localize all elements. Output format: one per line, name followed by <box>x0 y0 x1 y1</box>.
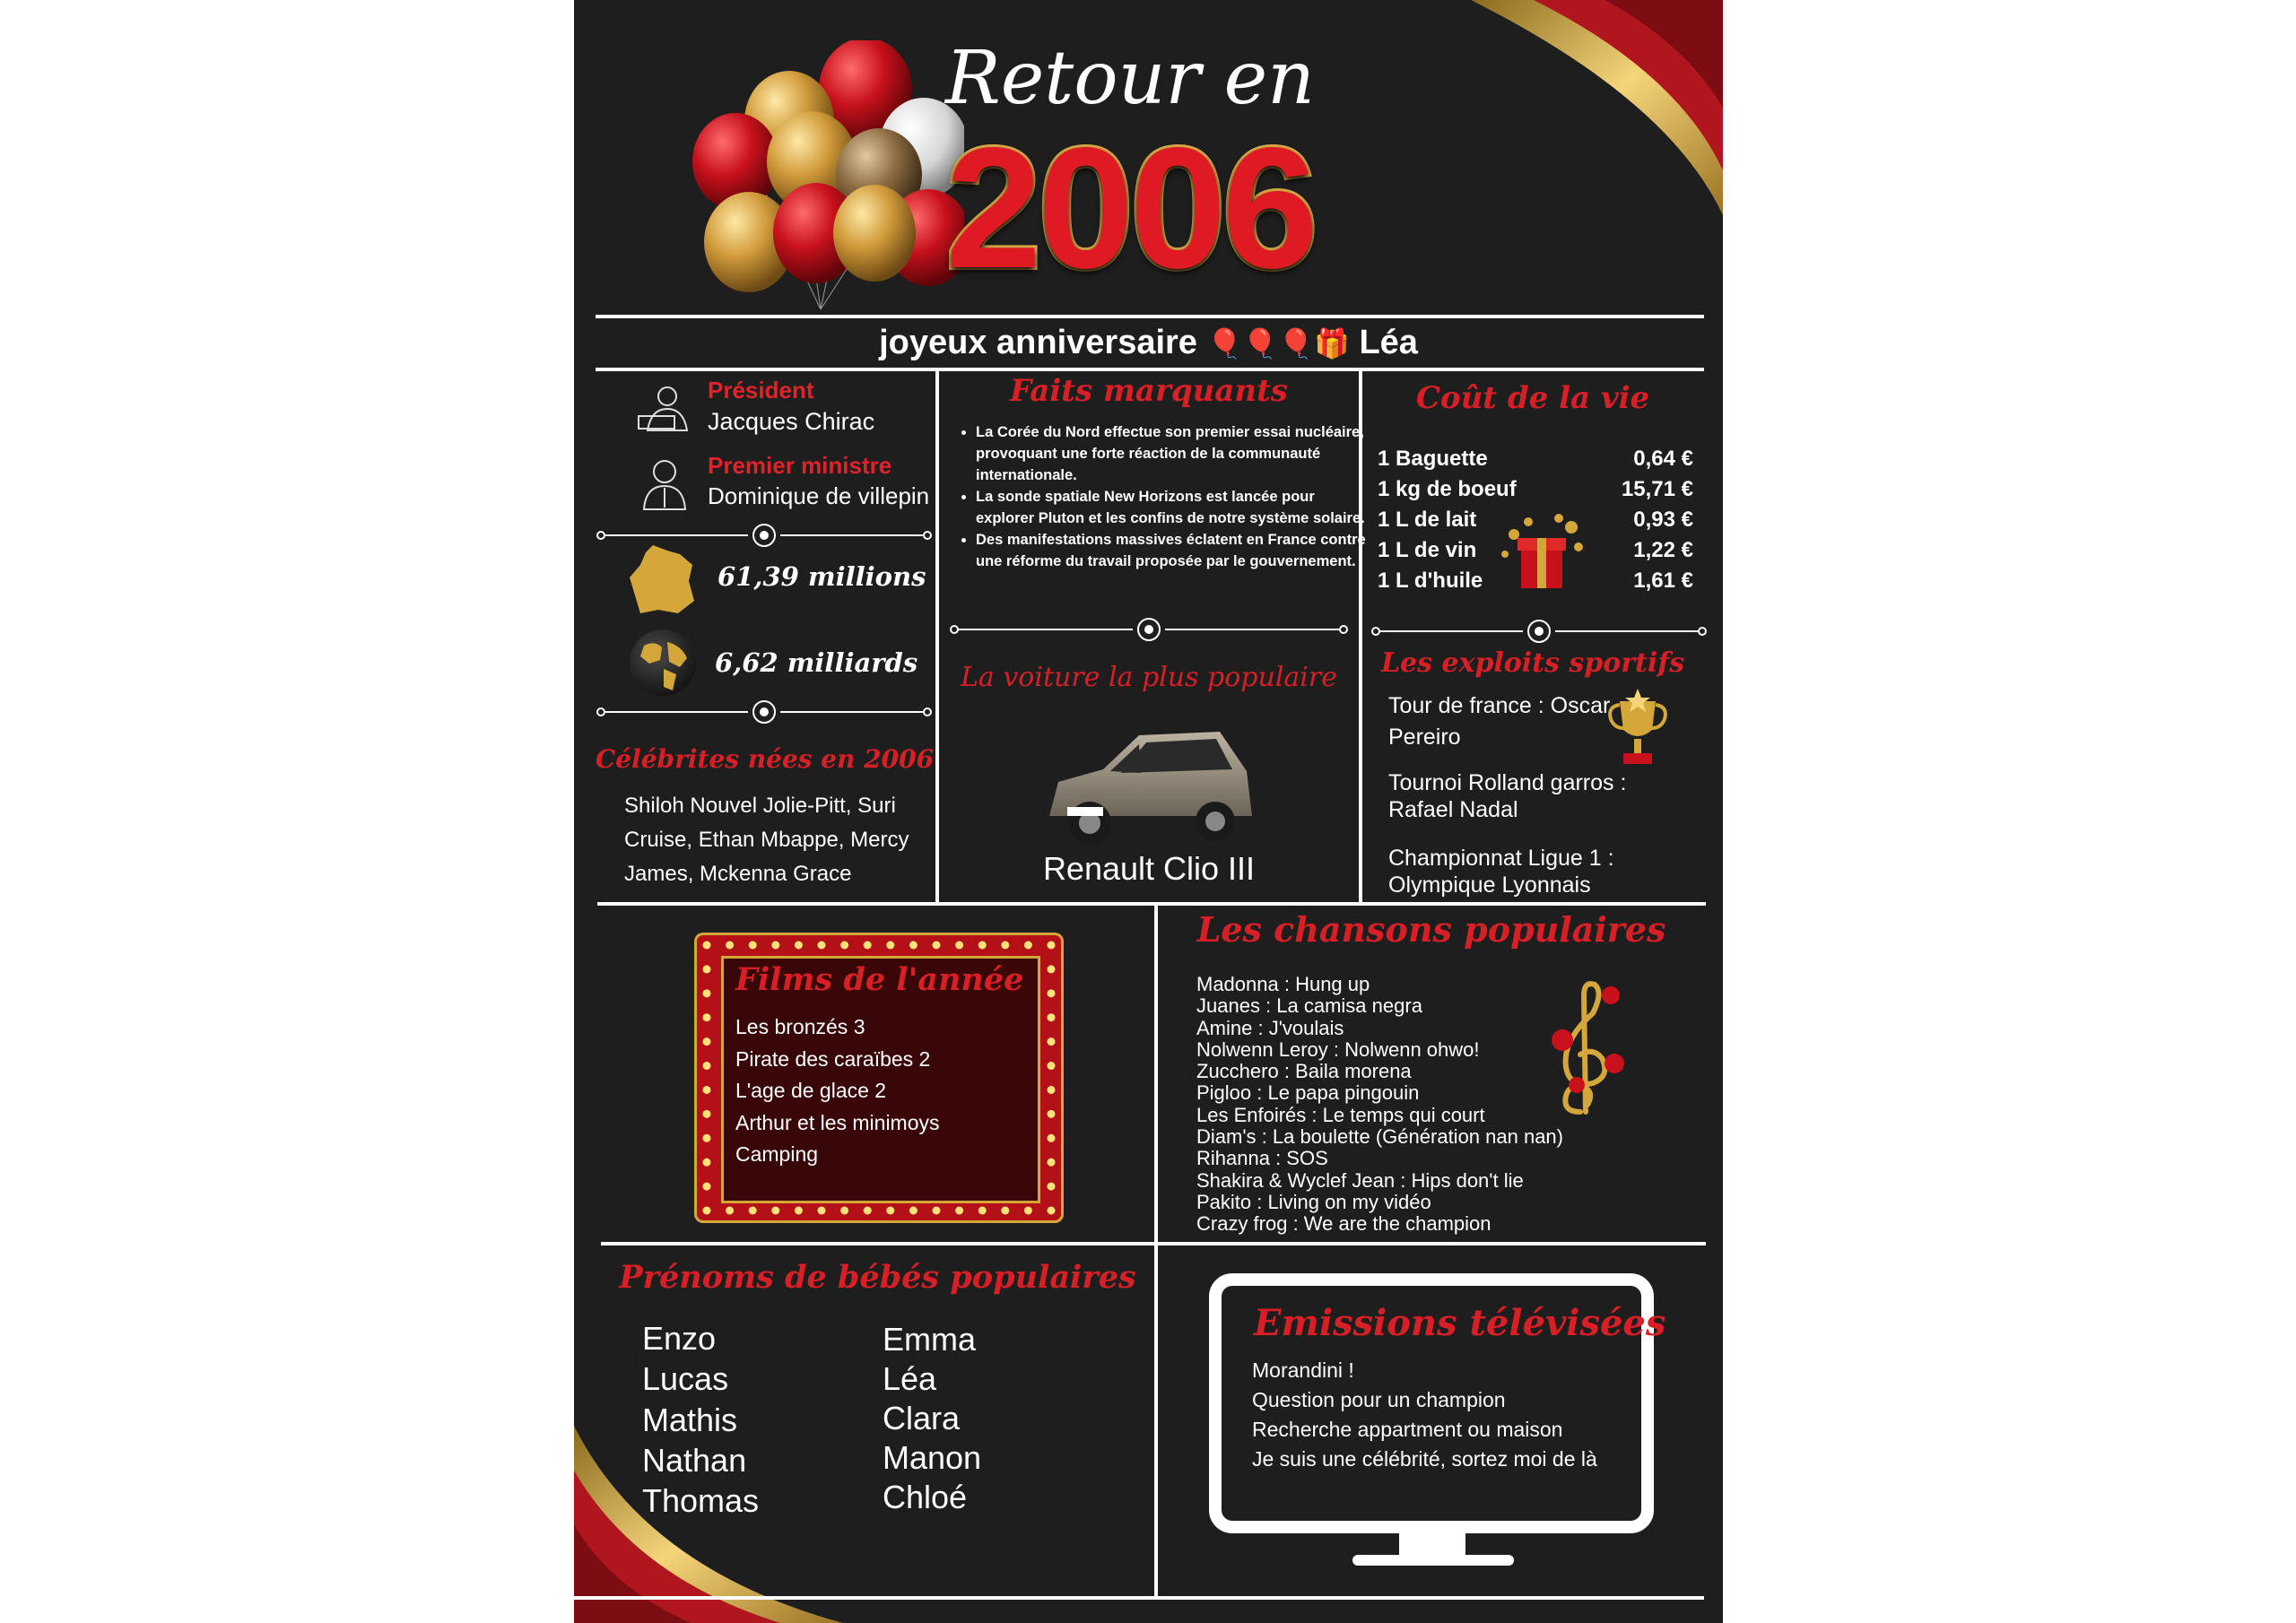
tv-title: Emissions télévisées <box>1254 1302 1666 1344</box>
birthday-banner <box>574 318 1723 368</box>
film-item: Camping <box>735 1142 819 1166</box>
marquee-light <box>909 942 918 950</box>
marquee-light <box>864 942 872 950</box>
car-image <box>1040 717 1256 861</box>
song-item: Pigloo : Le papa pingouin <box>1196 1081 1420 1105</box>
films-title: Films de l'année <box>735 961 1024 998</box>
marquee-light <box>795 1207 803 1215</box>
cost-price: 0,93 € <box>1633 508 1693 532</box>
celebrities-text: Shiloh Nouvel Jolie-Pitt, Suri Cruise, Ethan Mbappe, Mercy James, Mckenna Grace <box>624 794 909 886</box>
divider-line <box>597 902 1706 906</box>
cost-price: 1,61 € <box>1633 568 1693 593</box>
marquee-light <box>1048 1062 1056 1070</box>
facts-title: Faits marquants <box>1010 373 1288 409</box>
divider-line <box>935 368 939 904</box>
marquee-light <box>703 1207 711 1215</box>
globe-icon <box>628 628 698 698</box>
marquee-light <box>726 942 734 950</box>
cost-title: Coût de la vie <box>1415 380 1650 416</box>
marquee-light <box>703 1110 711 1118</box>
song-item: Crazy frog : We are the champion <box>1196 1212 1492 1236</box>
marquee-light <box>1048 1159 1056 1167</box>
trophy-icon <box>1604 689 1672 775</box>
marquee-light <box>1048 1037 1056 1046</box>
marquee-light <box>1048 1134 1056 1142</box>
ornament-divider <box>949 617 1349 642</box>
films-list <box>735 1011 1022 1171</box>
film-item: L'age de glace 2 <box>735 1079 887 1102</box>
marquee-light <box>1048 942 1056 950</box>
cost-label: 1 L d'huile <box>1378 568 1483 593</box>
fact-item: • Des manifestations massives éclatent en France contre une réforme du travail proposée par le gouvernement. <box>976 529 1370 572</box>
sport-item: Tournoi Rolland garros : Rafael Nadal <box>1388 770 1627 822</box>
marquee-light <box>978 1207 987 1215</box>
sports-title: Les exploits sportifs <box>1380 647 1685 679</box>
marquee-light <box>703 1183 711 1191</box>
marquee-light <box>955 1207 963 1215</box>
marquee-light <box>886 1207 894 1215</box>
marquee-light <box>703 1134 711 1142</box>
car-name: Renault Clio III <box>1042 850 1256 887</box>
cost-label: 1 L de lait <box>1378 508 1477 532</box>
tv-item: Question pour un champion <box>1252 1388 1506 1411</box>
birthday-text: joyeux anniversaire <box>879 324 1197 361</box>
france-map-icon <box>626 542 698 617</box>
song-item: Les Enfoirés : Le temps qui court <box>1196 1103 1485 1126</box>
songs-title: Les chansons populaires <box>1196 909 1666 950</box>
year-title: 2006 <box>945 111 1315 304</box>
girl-name: Chloé <box>883 1479 968 1515</box>
poster <box>574 0 1723 1623</box>
marquee-light <box>886 942 894 950</box>
marquee-light <box>1024 942 1032 950</box>
marquee-light <box>703 1013 711 1021</box>
marquee-light <box>933 942 941 950</box>
marquee-light <box>1048 1110 1056 1118</box>
girl-name: Manon <box>883 1439 982 1476</box>
fact-item: • La sonde spatiale New Horizons est lancée pour explorer Pluton et les confins de notre système solaire. <box>976 486 1370 529</box>
cost-price: 0,64 € <box>1633 447 1693 471</box>
tv-item: Je suis une célébrité, sortez moi de là <box>1252 1447 1597 1471</box>
marquee-light <box>703 1062 711 1070</box>
marquee-light <box>1001 1207 1009 1215</box>
marquee-light <box>703 989 711 997</box>
song-item: Juanes : La camisa negra <box>1196 994 1422 1018</box>
birthday-emojis: 🎈🎈🎈🎁 <box>1206 327 1350 360</box>
cost-row <box>1378 474 1693 505</box>
song-item: Diam's : La boulette (Génération nan nan) <box>1196 1125 1563 1149</box>
marquee-light <box>818 1207 826 1215</box>
tv-item: Morandini ! <box>1252 1358 1354 1382</box>
cost-label: 1 L de vin <box>1378 538 1477 562</box>
car-title: La voiture la plus populaire <box>961 662 1337 693</box>
film-item: Les bronzés 3 <box>735 1015 865 1038</box>
treble-clef-roses-icon <box>1535 977 1634 1124</box>
pm-value: Dominique de villepin <box>708 482 930 509</box>
girl-name: Emma <box>883 1321 977 1358</box>
marquee-light <box>771 1207 779 1215</box>
film-item: Pirate des caraïbes 2 <box>735 1046 931 1071</box>
marquee-light <box>1048 965 1056 973</box>
marquee-light <box>1024 1207 1032 1215</box>
marquee-light <box>933 1207 941 1215</box>
boys-names <box>642 1318 759 1521</box>
sport-item: Championnat Ligue 1 : Olympique Lyonnais <box>1388 846 1614 898</box>
ornament-divider <box>596 699 933 725</box>
girl-name: Clara <box>883 1400 961 1436</box>
marquee-light <box>703 1037 711 1046</box>
cost-price: 15,71 € <box>1621 477 1693 501</box>
celebrities-title: Célébrites nées en 2006 <box>596 744 935 774</box>
ornament-divider <box>1370 619 1708 644</box>
marquee-light <box>840 942 848 950</box>
marquee-light <box>978 942 987 950</box>
divider-line <box>574 1596 1704 1600</box>
marquee-light <box>864 1207 872 1215</box>
songs-list <box>1196 974 1563 1236</box>
cost-row <box>1378 444 1693 474</box>
song-item: Madonna : Hung up <box>1196 973 1370 995</box>
tv-item: Recherche appartment ou maison <box>1252 1418 1563 1441</box>
marquee-light <box>1048 1013 1056 1021</box>
marquee-light <box>771 942 779 950</box>
president-icon <box>635 384 694 434</box>
president-label: Président <box>708 377 814 404</box>
boy-name: Nathan <box>642 1441 747 1479</box>
marquee-light <box>1048 1207 1056 1215</box>
babies-title: Prénoms de bébés populaires <box>619 1259 1136 1296</box>
marquee-light <box>1048 1183 1056 1191</box>
marquee-light <box>1001 942 1009 950</box>
france-population: 61,39 millions <box>718 561 926 592</box>
song-item: Zucchero : Baila morena <box>1196 1060 1412 1083</box>
tv-stand <box>1399 1533 1465 1555</box>
girl-name: Léa <box>883 1360 937 1397</box>
tv-base <box>1352 1555 1514 1566</box>
tv-list <box>1252 1356 1638 1474</box>
sport-item: Tour de france : Oscar Pereiro <box>1388 693 1611 750</box>
boy-name: Thomas <box>642 1482 760 1520</box>
world-population: 6,62 milliards <box>715 647 918 678</box>
marquee-light <box>909 1207 918 1215</box>
fact-item: • La Corée du Nord effectue son premier essai nucléaire, provoquant une forte réaction de la communauté internationale. <box>976 421 1370 486</box>
marquee-light <box>955 942 963 950</box>
marquee-light <box>795 942 803 950</box>
divider-line <box>596 368 1704 371</box>
title-script: Retour en <box>944 36 1315 121</box>
divider-line <box>1154 902 1158 1598</box>
cost-price: 1,22 € <box>1633 538 1693 562</box>
prime-minister-icon <box>637 456 692 511</box>
marquee-light <box>703 1159 711 1167</box>
facts-list <box>951 421 1370 572</box>
boy-name: Lucas <box>642 1360 729 1398</box>
birthday-name: Léa <box>1359 324 1418 361</box>
film-item: Arthur et les minimoys <box>735 1110 940 1134</box>
boy-name: Mathis <box>642 1401 738 1438</box>
song-item: Pakito : Living on my vidéo <box>1196 1190 1431 1213</box>
gift-icon <box>1496 508 1586 592</box>
marquee-light <box>840 1207 848 1215</box>
marquee-light <box>726 1207 734 1215</box>
cost-label: 1 Baguette <box>1378 447 1488 471</box>
song-item: Shakira & Wyclef Jean : Hips don't lie <box>1196 1168 1524 1192</box>
president-value: Jacques Chirac <box>708 408 875 435</box>
boy-name: Enzo <box>642 1320 717 1357</box>
marquee-light <box>703 965 711 973</box>
marquee-light <box>703 1086 711 1094</box>
marquee-light <box>1048 1086 1056 1094</box>
marquee-light <box>1048 989 1056 997</box>
cost-label: 1 kg de boeuf <box>1378 477 1517 501</box>
marquee-light <box>703 942 711 950</box>
marquee-light <box>749 1207 757 1215</box>
marquee-light <box>749 942 757 950</box>
song-item: Amine : J'voulais <box>1196 1016 1344 1039</box>
ribbon-top-right <box>1435 0 1723 215</box>
song-item: Nolwenn Leroy : Nolwenn ohwo! <box>1196 1037 1480 1061</box>
girls-names <box>883 1320 981 1517</box>
divider-line <box>601 1242 1706 1245</box>
song-item: Rihanna : SOS <box>1196 1147 1328 1170</box>
pm-label: Premier ministre <box>708 452 892 479</box>
marquee-light <box>818 942 826 950</box>
